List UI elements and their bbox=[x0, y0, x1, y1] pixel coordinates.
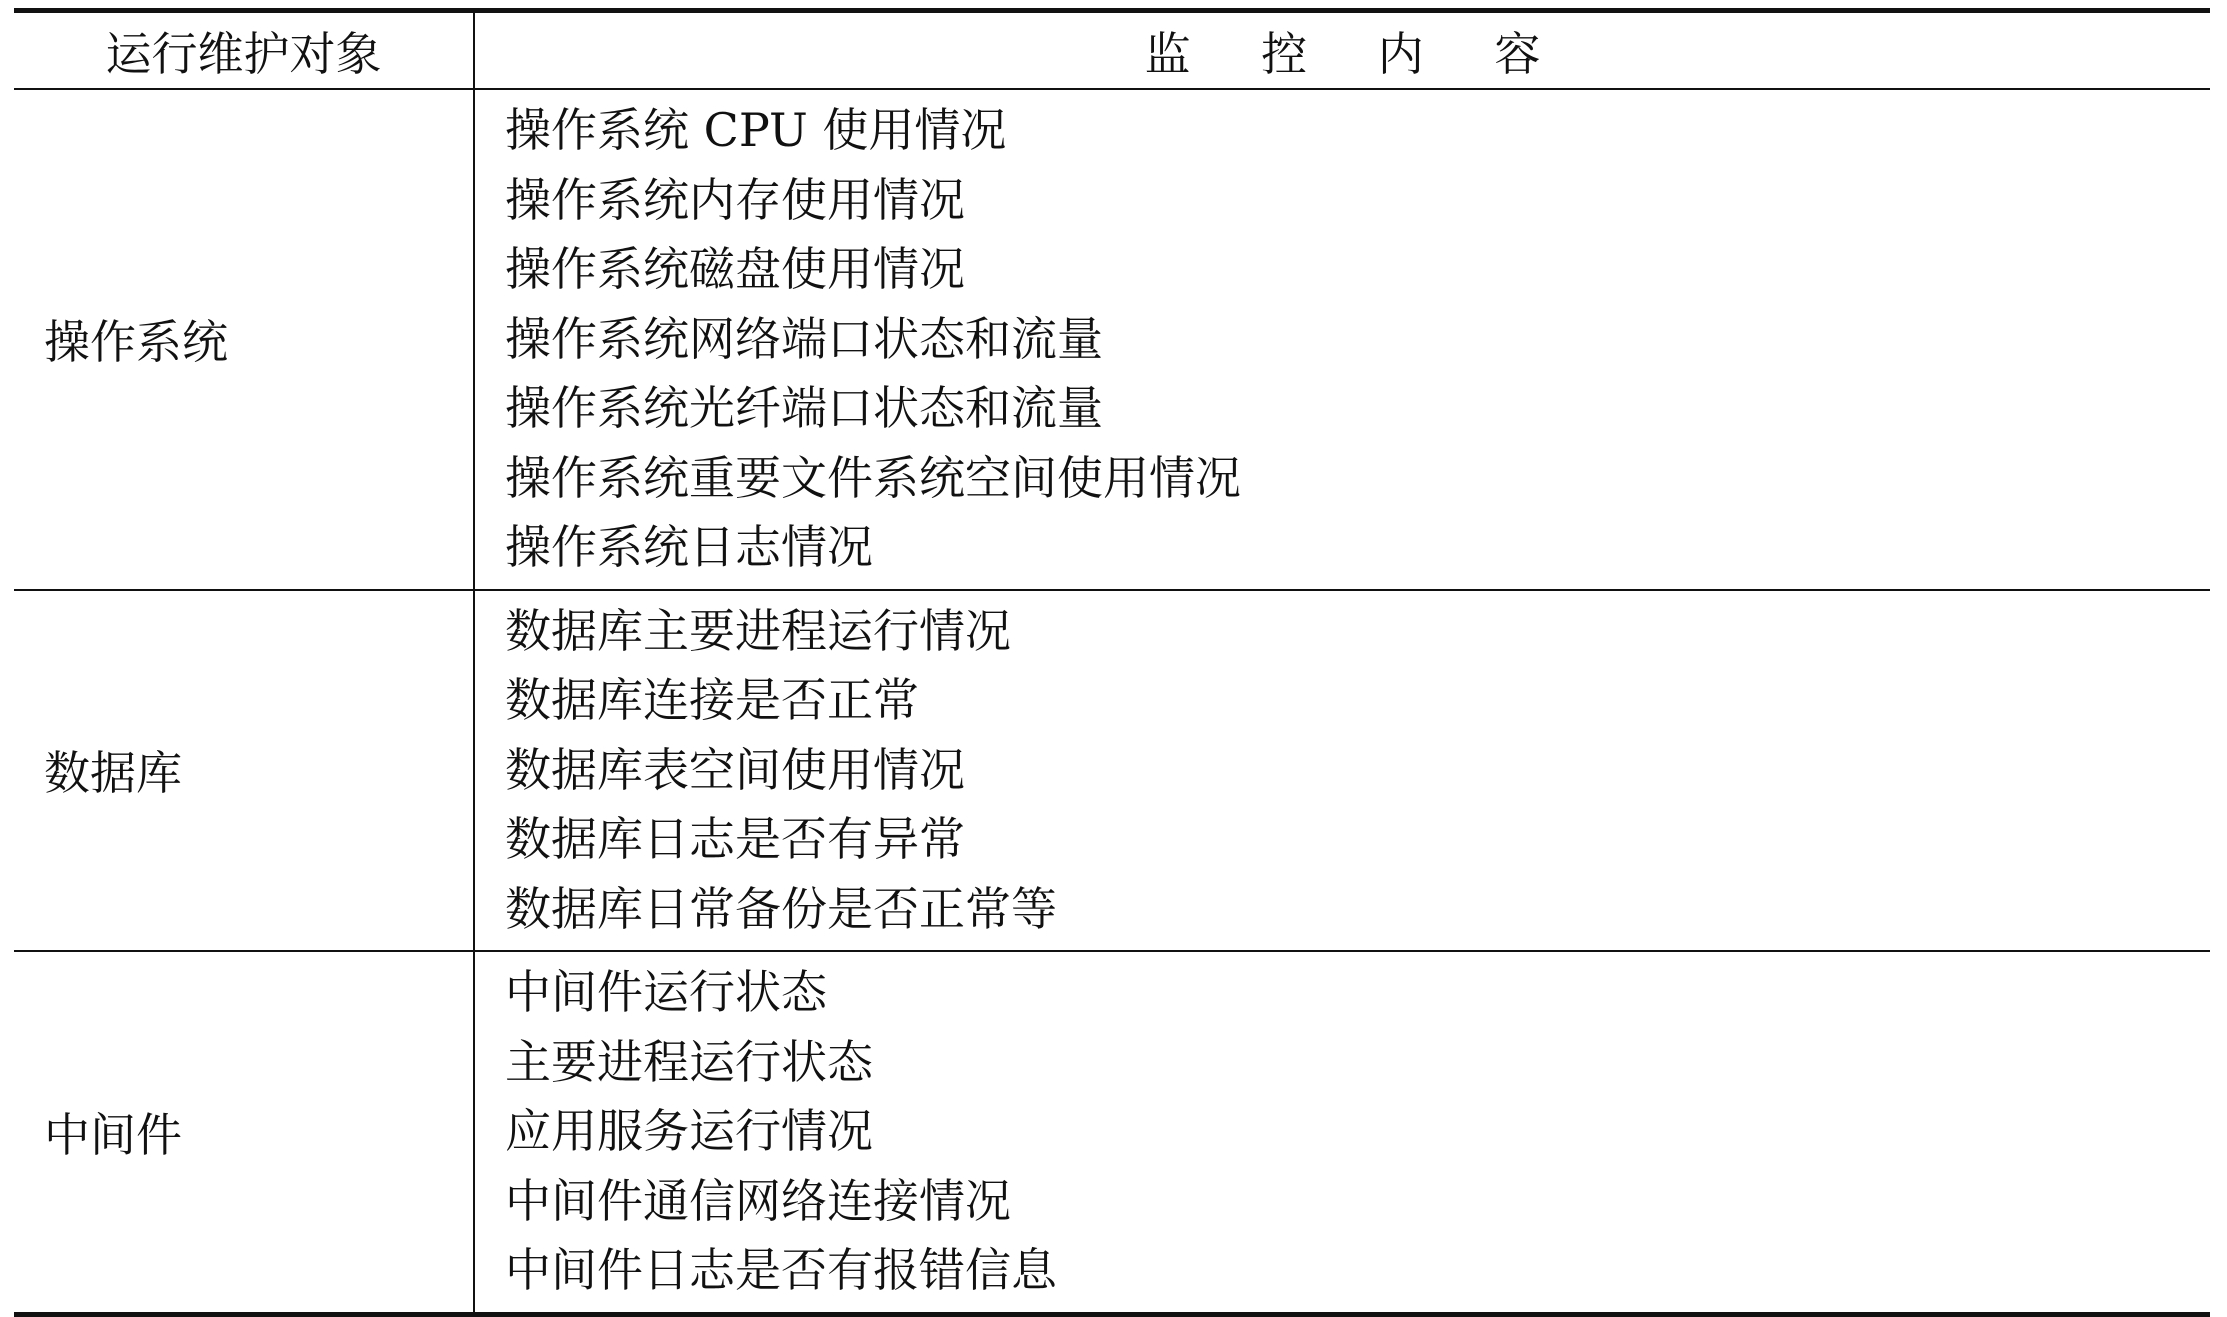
row-object-label: 操作系统 bbox=[14, 89, 474, 590]
header-maintenance-object: 运行维护对象 bbox=[14, 11, 474, 90]
row-object-label: 数据库 bbox=[14, 590, 474, 952]
monitoring-item: 数据库日志是否有异常 bbox=[505, 812, 965, 866]
monitoring-item: 数据库日常备份是否正常等 bbox=[505, 881, 1057, 936]
row-monitoring-items bbox=[474, 590, 2210, 952]
header-monitoring-content: 监 控 内 容 bbox=[474, 11, 2210, 90]
monitoring-item: 操作系统 CPU 使用情况 bbox=[505, 103, 1007, 157]
monitoring-item: 中间件通信网络连接情况 bbox=[505, 1173, 1011, 1228]
monitoring-item: 数据库连接是否正常 bbox=[505, 673, 919, 727]
monitoring-item: 操作系统磁盘使用情况 bbox=[505, 242, 965, 296]
table-header-row bbox=[14, 11, 2210, 90]
monitoring-item: 操作系统日志情况 bbox=[505, 520, 873, 574]
table-row-middleware bbox=[14, 951, 2210, 1314]
monitoring-item: 中间件日志是否有报错信息 bbox=[505, 1243, 1057, 1297]
monitoring-item: 应用服务运行情况 bbox=[505, 1104, 873, 1158]
monitoring-item: 主要进程运行状态 bbox=[505, 1034, 873, 1089]
monitoring-item: 操作系统光纤端口状态和流量 bbox=[505, 381, 1103, 435]
row-monitoring-items bbox=[474, 89, 2210, 590]
row-monitoring-items bbox=[474, 951, 2210, 1314]
table-row-database bbox=[14, 590, 2210, 952]
monitoring-item: 数据库主要进程运行情况 bbox=[505, 603, 1011, 658]
row-object-label: 中间件 bbox=[14, 951, 474, 1314]
table-row-operating-system bbox=[14, 89, 2210, 590]
monitoring-item: 操作系统重要文件系统空间使用情况 bbox=[505, 450, 1241, 505]
monitoring-item: 数据库表空间使用情况 bbox=[505, 742, 965, 797]
monitoring-item: 操作系统内存使用情况 bbox=[505, 172, 965, 227]
monitoring-item: 中间件运行状态 bbox=[505, 965, 827, 1019]
monitoring-item: 操作系统网络端口状态和流量 bbox=[505, 311, 1103, 366]
monitoring-table bbox=[14, 8, 2210, 1317]
